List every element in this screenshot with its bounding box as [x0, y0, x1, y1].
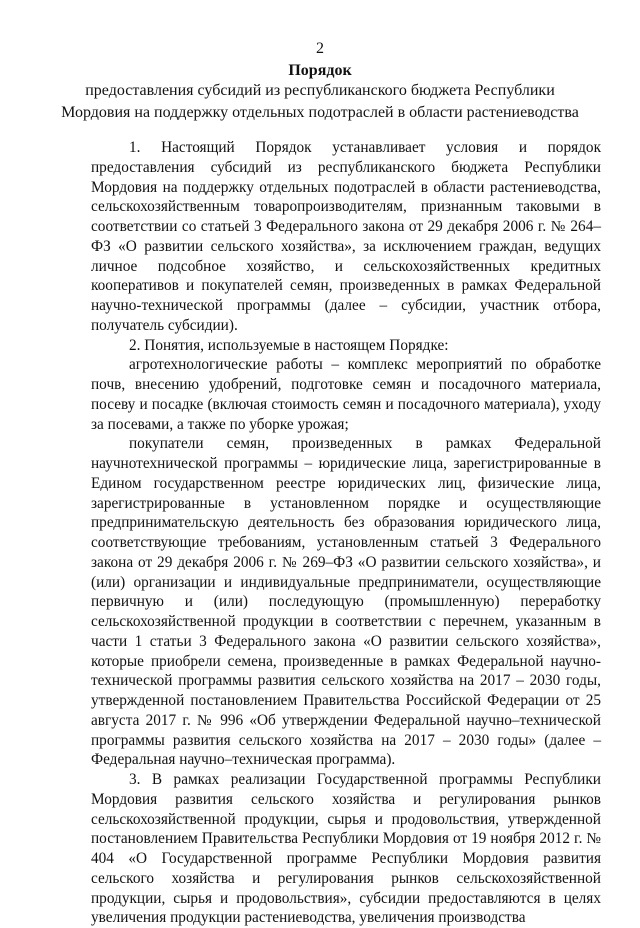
page-number: 2	[316, 40, 324, 57]
document-subtitle	[0, 80, 640, 124]
subtitle-line-2: Мордовия на поддержку отдельных подотраслей в области растениеводства	[61, 104, 579, 121]
paragraph-1: 1. Настоящий Порядок устанавливает условия и порядок предоставления субсидий из республиканского бюджета Республики Мордовия на поддержку отдельных подотраслей в области растениеводства, сельскохозяйственным товаропроизводителям, признанным таковыми в соответствии со статьей 3 Федерального закона от 29 декабря 2006 г. № 264–ФЗ «О развитии сельского хозяйства», за исключением граждан, ведущих личное подсобное хозяйство, и сельскохозяйственных кредитных кооперативов и покупателей семян, произведенных в рамках Федеральной научно-технической программы (далее – субсидии, участник отбора, получатель субсидии).	[91, 139, 601, 334]
document-title: Порядок	[288, 62, 352, 79]
paragraph-definition-buyers: покупатели семян, произведенных в рамках Федеральной научнотехнической программы – юридические лица, зарегистрированные в Едином государственном реестре юридических лиц, физические лица, зарегистрированные в установленном порядке и осуществляющие предпринимательскую деятельность без образования юридического лица, соответствующие требованиям, установленным статьей 3 Федерального закона от 29 декабря 2006 г. № 269–ФЗ «О развитии сельского хозяйства», и (или) организации и индивидуальные предприниматели, осуществляющие первичную и (или) последующую (промышленную) переработку сельскохозяйственной продукции в соответствии с перечнем, указанным в части 1 статьи 3 Федерального закона «О развитии сельского хозяйства», которые приобрели семена, произведенные в рамках Федеральной научно-технической программы развития сельского хозяйства на 2017 – 2030 годы, утвержденной постановлением Правительства Российской Федерации от 25 августа 2017 г. № 996 «Об утверждении Федеральной научно–технической программы развития сельского хозяйства на 2017 – 2030 годы» (далее – Федеральная научно–техническая программа).	[91, 435, 601, 769]
paragraph-definition-agrotech: агротехнологические работы – комплекс мероприятий по обработке почв, внесению удобрений, подготовке семян и посадочного материала, посеву и посадке (включая стоимость семян и посадочного материала), уходу за посевами, а также по уборке урожая;	[91, 356, 601, 433]
paragraph-3: 3. В рамках реализации Государственной программы Республики Мордовия развития сельского хозяйства и регулирования рынков сельскохозяйственной продукции, сырья и продовольствия, утвержденной постановлением Правительства Республики Мордовия от 19 ноября 2012 г. № 404 «О Государственной программе Республики Мордовия развития сельского хозяйства и регулирования рынков сельскохозяйственной продукции, сырья и продовольствия», субсидии предоставляются в целях увеличения продукции растениеводства, увеличения производства	[91, 771, 601, 927]
subtitle-line-1: предоставления субсидий из республиканского бюджета Республики	[85, 82, 555, 99]
document-body	[91, 138, 601, 928]
paragraph-2: 2. Понятия, используемые в настоящем Порядке:	[129, 336, 449, 354]
